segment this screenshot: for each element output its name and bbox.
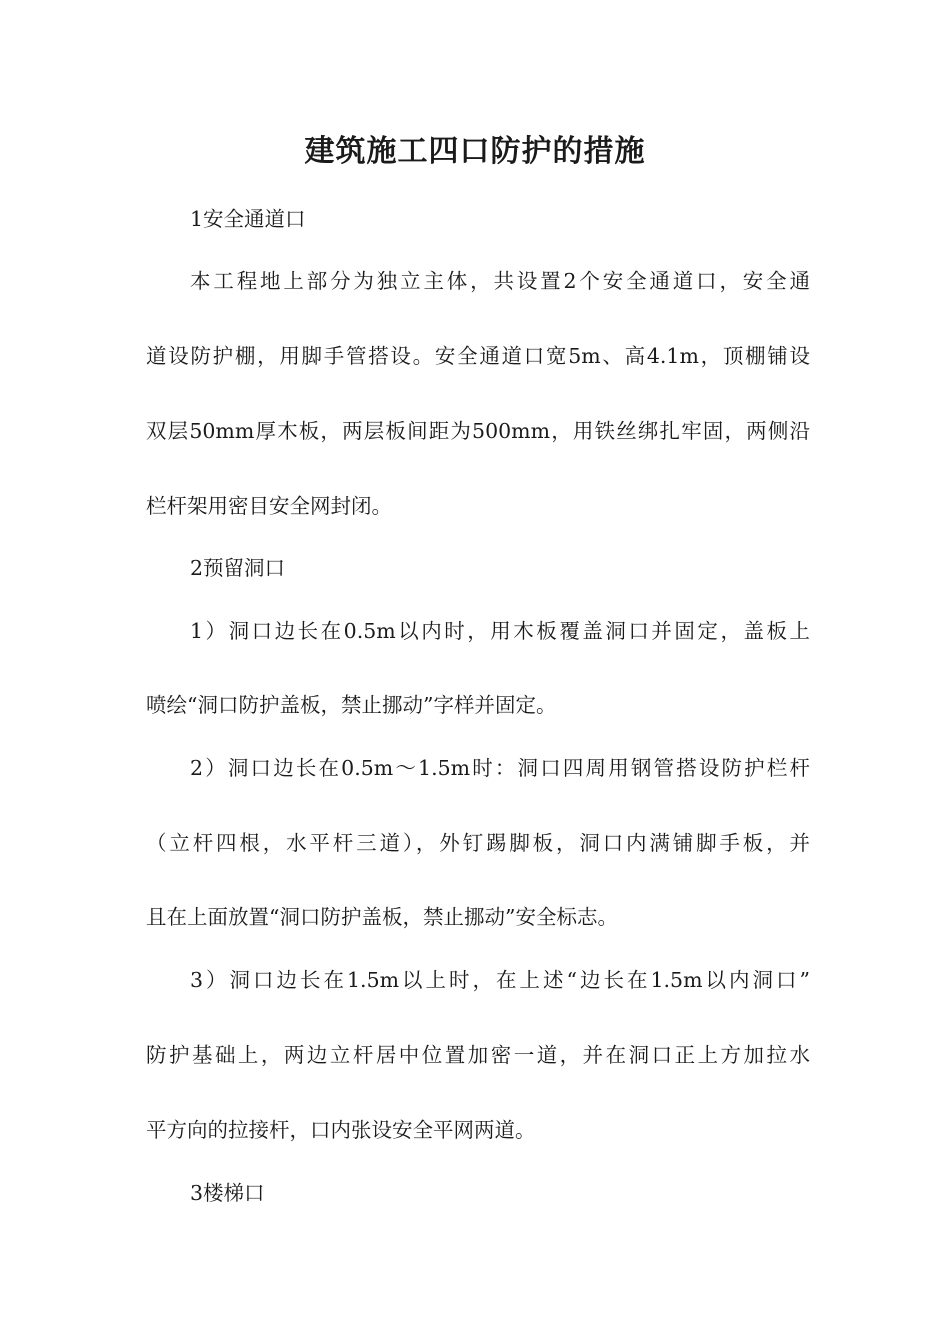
- paragraph-line: 本工程地上部分为独立主体，共设置2个安全通道口，安全通: [190, 269, 810, 293]
- paragraph-line: 喷绘“洞口防护盖板，禁止挪动”字样并固定。: [146, 693, 557, 717]
- paragraph-line: 道设防护棚，用脚手管搭设。安全通道口宽5m、高4.1m，顶棚铺设: [146, 344, 810, 368]
- paragraph-line: 防护基础上，两边立杆居中位置加密一道，并在洞口正上方加拉水: [146, 1043, 810, 1067]
- paragraph-line: 且在上面放置“洞口防护盖板，禁止挪动”安全标志。: [146, 905, 618, 929]
- paragraph-line: 3）洞口边长在1.5m以上时，在上述“边长在1.5m以内洞口”: [190, 968, 810, 992]
- paragraph-line: 1）洞口边长在0.5m以内时，用木板覆盖洞口并固定，盖板上: [190, 619, 810, 643]
- paragraph-line: （立杆四根，水平杆三道），外钉踢脚板，洞口内满铺脚手板，并: [146, 831, 810, 855]
- section-heading-stairwell: 3楼梯口: [190, 1181, 265, 1205]
- paragraph-line: 栏杆架用密目安全网封闭。: [146, 494, 392, 518]
- document-title: 建筑施工四口防护的措施: [304, 134, 646, 169]
- section-heading-safety-passage: 1安全通道口: [190, 207, 306, 231]
- section-heading-reserved-openings: 2预留洞口: [190, 556, 286, 580]
- paragraph-line: 双层50mm厚木板，两层板间距为500mm，用铁丝绑扎牢固，两侧沿: [146, 419, 810, 443]
- paragraph-line: 2）洞口边长在0.5m～1.5m时：洞口四周用钢管搭设防护栏杆: [190, 756, 810, 780]
- paragraph-line: 平方向的拉接杆，口内张设安全平网两道。: [146, 1118, 536, 1142]
